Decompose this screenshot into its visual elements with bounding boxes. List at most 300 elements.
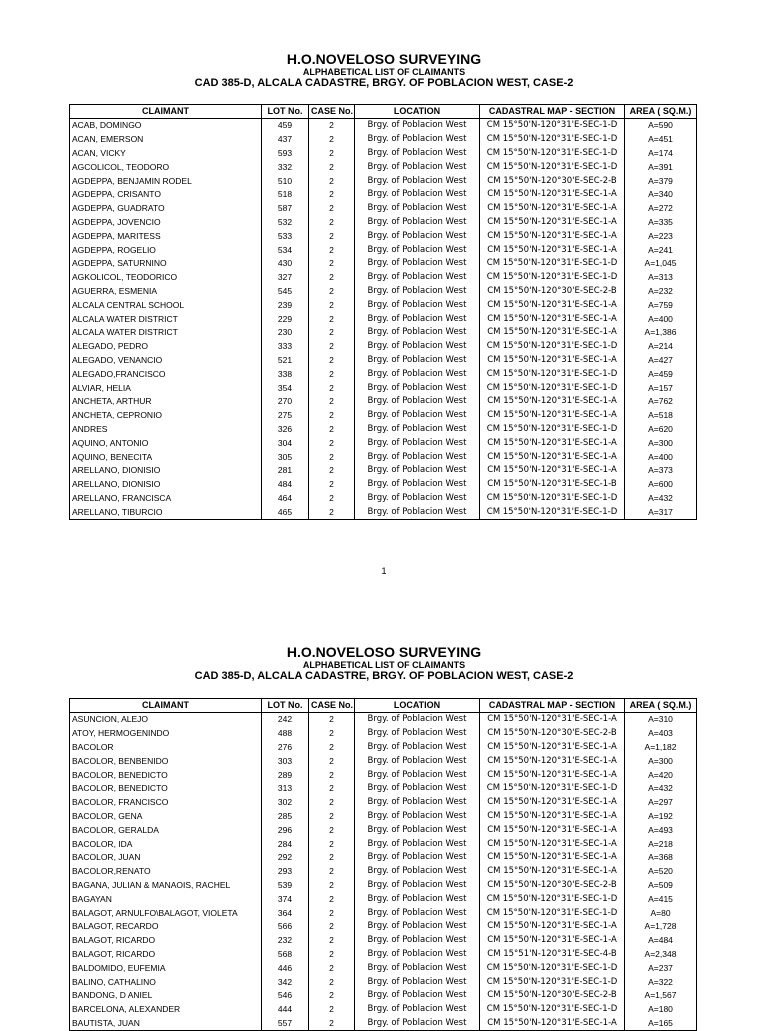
- map-section-cell: CM 15°50'N-120°31'E-SEC-1-D: [480, 367, 625, 381]
- table-row: [70, 367, 697, 381]
- case-cell: 2: [309, 934, 355, 948]
- case-cell: 2: [309, 354, 355, 368]
- lot-cell: 354: [262, 381, 309, 395]
- table-row: [70, 505, 697, 519]
- map-section-cell: CM 15°50'N-120°31'E-SEC-1-A: [480, 216, 625, 230]
- lot-cell: 313: [262, 782, 309, 796]
- location-cell: Brgy. of Poblacion West: [355, 285, 480, 299]
- case-cell: 2: [309, 271, 355, 285]
- claimant-cell: BACOLOR: [70, 741, 262, 755]
- area-cell: A=451: [625, 133, 697, 147]
- lot-cell: 275: [262, 409, 309, 423]
- table-row: [70, 395, 697, 409]
- area-cell: A=415: [625, 892, 697, 906]
- map-section-cell: CM 15°50'N-120°31'E-SEC-1-A: [480, 810, 625, 824]
- location-cell: Brgy. of Poblacion West: [355, 271, 480, 285]
- map-section-cell: CM 15°50'N-120°31'E-SEC-1-D: [480, 423, 625, 437]
- area-cell: A=313: [625, 271, 697, 285]
- location-cell: Brgy. of Poblacion West: [355, 367, 480, 381]
- table-row: [70, 243, 697, 257]
- case-cell: 2: [309, 892, 355, 906]
- lot-cell: 459: [262, 119, 309, 133]
- map-section-cell: CM 15°50'N-120°31'E-SEC-1-D: [480, 492, 625, 506]
- claimant-cell: ALVIAR, HELIA: [70, 381, 262, 395]
- lot-cell: 510: [262, 174, 309, 188]
- table-row: [70, 464, 697, 478]
- table-row: [70, 948, 697, 962]
- col-header-case: CASE No.: [309, 699, 355, 713]
- lot-cell: 305: [262, 450, 309, 464]
- map-section-cell: CM 15°50'N-120°31'E-SEC-1-A: [480, 920, 625, 934]
- location-cell: Brgy. of Poblacion West: [355, 837, 480, 851]
- case-cell: 2: [309, 216, 355, 230]
- map-section-cell: CM 15°50'N-120°31'E-SEC-1-A: [480, 450, 625, 464]
- case-cell: 2: [309, 837, 355, 851]
- location-cell: Brgy. of Poblacion West: [355, 381, 480, 395]
- case-cell: 2: [309, 285, 355, 299]
- lot-cell: 293: [262, 865, 309, 879]
- location-cell: Brgy. of Poblacion West: [355, 312, 480, 326]
- claimant-cell: BALAGOT, RECARDO: [70, 920, 262, 934]
- document-title: H.O.NOVELOSO SURVEYING: [286, 644, 482, 660]
- table-row: [70, 920, 697, 934]
- case-cell: 2: [309, 174, 355, 188]
- lot-cell: 292: [262, 851, 309, 865]
- location-cell: Brgy. of Poblacion West: [355, 478, 480, 492]
- location-cell: Brgy. of Poblacion West: [355, 906, 480, 920]
- area-cell: A=1,386: [625, 326, 697, 340]
- area-cell: A=459: [625, 367, 697, 381]
- map-section-cell: CM 15°50'N-120°31'E-SEC-1-D: [480, 1003, 625, 1017]
- lot-cell: 566: [262, 920, 309, 934]
- map-section-cell: CM 15°50'N-120°31'E-SEC-1-D: [480, 381, 625, 395]
- map-section-cell: CM 15°50'N-120°31'E-SEC-1-D: [480, 271, 625, 285]
- location-cell: Brgy. of Poblacion West: [355, 934, 480, 948]
- area-cell: A=157: [625, 381, 697, 395]
- claimant-cell: BACOLOR, IDA: [70, 837, 262, 851]
- claimant-cell: AGDEPPA, GUADRATO: [70, 202, 262, 216]
- lot-cell: 546: [262, 989, 309, 1003]
- col-header-lot: LOT No.: [262, 105, 309, 119]
- case-cell: 2: [309, 326, 355, 340]
- map-section-cell: CM 15°50'N-120°31'E-SEC-1-A: [480, 851, 625, 865]
- table-row: [70, 174, 697, 188]
- case-cell: 2: [309, 202, 355, 216]
- location-cell: Brgy. of Poblacion West: [355, 340, 480, 354]
- table-row: [70, 768, 697, 782]
- table-header-row: [70, 105, 697, 119]
- claimant-cell: BACOLOR, JUAN: [70, 851, 262, 865]
- lot-cell: 285: [262, 810, 309, 824]
- claimant-cell: BARCELONA, ALEXANDER: [70, 1003, 262, 1017]
- location-cell: Brgy. of Poblacion West: [355, 782, 480, 796]
- location-cell: Brgy. of Poblacion West: [355, 727, 480, 741]
- claimant-cell: ALCALA WATER DISTRICT: [70, 326, 262, 340]
- case-cell: 2: [309, 119, 355, 133]
- case-cell: 2: [309, 381, 355, 395]
- case-cell: 2: [309, 298, 355, 312]
- table-row: [70, 741, 697, 755]
- claimant-cell: ACAB, DOMINGO: [70, 119, 262, 133]
- lot-cell: 232: [262, 934, 309, 948]
- map-section-cell: CM 15°50'N-120°31'E-SEC-1-D: [480, 505, 625, 519]
- col-header-lot: LOT No.: [262, 699, 309, 713]
- lot-cell: 374: [262, 892, 309, 906]
- lot-cell: 593: [262, 147, 309, 161]
- map-section-cell: CM 15°50'N-120°31'E-SEC-1-D: [480, 160, 625, 174]
- location-cell: Brgy. of Poblacion West: [355, 133, 480, 147]
- lot-cell: 276: [262, 741, 309, 755]
- claimant-cell: ASUNCION, ALEJO: [70, 713, 262, 727]
- case-cell: 2: [309, 727, 355, 741]
- map-section-cell: CM 15°50'N-120°31'E-SEC-1-D: [480, 257, 625, 271]
- case-cell: 2: [309, 796, 355, 810]
- claimant-cell: ALCALA CENTRAL SCHOOL: [70, 298, 262, 312]
- lot-cell: 437: [262, 133, 309, 147]
- table-row: [70, 754, 697, 768]
- area-cell: A=340: [625, 188, 697, 202]
- location-cell: Brgy. of Poblacion West: [355, 975, 480, 989]
- area-cell: A=759: [625, 298, 697, 312]
- area-cell: A=520: [625, 865, 697, 879]
- case-cell: 2: [309, 948, 355, 962]
- table-row: [70, 823, 697, 837]
- table-row: [70, 436, 697, 450]
- claimant-cell: ARELLANO, DIONISIO: [70, 478, 262, 492]
- claimant-cell: BAGAYAN: [70, 892, 262, 906]
- claimant-cell: AGDEPPA, ROGELIO: [70, 243, 262, 257]
- area-cell: A=379: [625, 174, 697, 188]
- location-cell: Brgy. of Poblacion West: [355, 119, 480, 133]
- lot-cell: 521: [262, 354, 309, 368]
- map-section-cell: CM 15°50'N-120°31'E-SEC-1-A: [480, 326, 625, 340]
- area-cell: A=272: [625, 202, 697, 216]
- claimant-cell: BAUTISTA, JUAN: [70, 1017, 262, 1031]
- claimant-cell: BALAGOT, RICARDO: [70, 948, 262, 962]
- table-row: [70, 851, 697, 865]
- table-row: [70, 381, 697, 395]
- case-cell: 2: [309, 975, 355, 989]
- lot-cell: 446: [262, 961, 309, 975]
- lot-cell: 270: [262, 395, 309, 409]
- lot-cell: 304: [262, 436, 309, 450]
- area-cell: A=322: [625, 975, 697, 989]
- claimant-cell: ANCHETA, CEPRONIO: [70, 409, 262, 423]
- location-cell: Brgy. of Poblacion West: [355, 450, 480, 464]
- lot-cell: 338: [262, 367, 309, 381]
- location-cell: Brgy. of Poblacion West: [355, 326, 480, 340]
- claimant-cell: ARELLANO, DIONISIO: [70, 464, 262, 478]
- lot-cell: 488: [262, 727, 309, 741]
- map-section-cell: CM 15°50'N-120°30'E-SEC-2-B: [480, 879, 625, 893]
- area-cell: A=237: [625, 961, 697, 975]
- case-cell: 2: [309, 920, 355, 934]
- lot-cell: 242: [262, 713, 309, 727]
- table-row: [70, 202, 697, 216]
- table-row: [70, 796, 697, 810]
- case-cell: 2: [309, 450, 355, 464]
- col-header-area: AREA ( SQ.M.): [625, 105, 697, 119]
- case-cell: 2: [309, 782, 355, 796]
- area-cell: A=493: [625, 823, 697, 837]
- case-cell: 2: [309, 823, 355, 837]
- area-cell: A=218: [625, 837, 697, 851]
- map-section-cell: CM 15°50'N-120°31'E-SEC-1-A: [480, 865, 625, 879]
- location-cell: Brgy. of Poblacion West: [355, 892, 480, 906]
- location-cell: Brgy. of Poblacion West: [355, 492, 480, 506]
- case-cell: 2: [309, 478, 355, 492]
- claimant-cell: ACAN, VICKY: [70, 147, 262, 161]
- case-cell: 2: [309, 961, 355, 975]
- lot-cell: 430: [262, 257, 309, 271]
- claimant-cell: BALAGOT, ARNULFO\BALAGOT, VIOLETA: [70, 906, 262, 920]
- location-cell: Brgy. of Poblacion West: [355, 216, 480, 230]
- location-cell: Brgy. of Poblacion West: [355, 768, 480, 782]
- case-cell: 2: [309, 423, 355, 437]
- case-cell: 2: [309, 768, 355, 782]
- lot-cell: 281: [262, 464, 309, 478]
- table-row: [70, 906, 697, 920]
- map-section-cell: CM 15°50'N-120°31'E-SEC-1-A: [480, 395, 625, 409]
- table-row: [70, 810, 697, 824]
- col-header-case: CASE No.: [309, 105, 355, 119]
- cadastre-heading: CAD 385-D, ALCALA CADASTRE, BRGY. OF POBLACION WEST, CASE-2: [194, 77, 574, 89]
- lot-cell: 284: [262, 837, 309, 851]
- map-section-cell: CM 15°50'N-120°30'E-SEC-2-B: [480, 989, 625, 1003]
- location-cell: Brgy. of Poblacion West: [355, 354, 480, 368]
- case-cell: 2: [309, 989, 355, 1003]
- area-cell: A=400: [625, 312, 697, 326]
- location-cell: Brgy. of Poblacion West: [355, 436, 480, 450]
- cadastre-heading: CAD 385-D, ALCALA CADASTRE, BRGY. OF POBLACION WEST, CASE-2: [194, 670, 574, 682]
- case-cell: 2: [309, 133, 355, 147]
- claimant-cell: ARELLANO, FRANCISCA: [70, 492, 262, 506]
- claimant-cell: AGUERRA, ESMENIA: [70, 285, 262, 299]
- location-cell: Brgy. of Poblacion West: [355, 243, 480, 257]
- claimant-cell: BACOLOR,RENATO: [70, 865, 262, 879]
- case-cell: 2: [309, 713, 355, 727]
- lot-cell: 484: [262, 478, 309, 492]
- location-cell: Brgy. of Poblacion West: [355, 202, 480, 216]
- col-header-location: LOCATION: [355, 699, 480, 713]
- table-row: [70, 961, 697, 975]
- case-cell: 2: [309, 851, 355, 865]
- area-cell: A=432: [625, 492, 697, 506]
- table-row: [70, 727, 697, 741]
- claimant-cell: BAGANA, JULIAN & MANAOIS, RACHEL: [70, 879, 262, 893]
- lot-cell: 587: [262, 202, 309, 216]
- case-cell: 2: [309, 754, 355, 768]
- location-cell: Brgy. of Poblacion West: [355, 796, 480, 810]
- table-row: [70, 409, 697, 423]
- document-subtitle: ALPHABETICAL LIST OF CLAIMANTS: [302, 67, 466, 77]
- area-cell: A=620: [625, 423, 697, 437]
- case-cell: 2: [309, 229, 355, 243]
- lot-cell: 342: [262, 975, 309, 989]
- map-section-cell: CM 15°50'N-120°31'E-SEC-1-A: [480, 1017, 625, 1031]
- location-cell: Brgy. of Poblacion West: [355, 188, 480, 202]
- claimant-cell: ANCHETA, ARTHUR: [70, 395, 262, 409]
- lot-cell: 364: [262, 906, 309, 920]
- area-cell: A=180: [625, 1003, 697, 1017]
- table-row: [70, 892, 697, 906]
- table-row: [70, 879, 697, 893]
- lot-cell: 539: [262, 879, 309, 893]
- location-cell: Brgy. of Poblacion West: [355, 160, 480, 174]
- location-cell: Brgy. of Poblacion West: [355, 920, 480, 934]
- map-section-cell: CM 15°50'N-120°31'E-SEC-1-A: [480, 823, 625, 837]
- table-row: [70, 837, 697, 851]
- lot-cell: 239: [262, 298, 309, 312]
- map-section-cell: CM 15°50'N-120°31'E-SEC-1-A: [480, 754, 625, 768]
- table-row: [70, 216, 697, 230]
- case-cell: 2: [309, 879, 355, 893]
- claimant-cell: BACOLOR, BENEDICTO: [70, 768, 262, 782]
- table-row: [70, 257, 697, 271]
- claimant-cell: BALAGOT, RICARDO: [70, 934, 262, 948]
- location-cell: Brgy. of Poblacion West: [355, 754, 480, 768]
- location-cell: Brgy. of Poblacion West: [355, 1017, 480, 1031]
- table-row: [70, 312, 697, 326]
- claimant-cell: AGDEPPA, MARITESS: [70, 229, 262, 243]
- area-cell: A=297: [625, 796, 697, 810]
- map-section-cell: CM 15°50'N-120°31'E-SEC-1-A: [480, 298, 625, 312]
- claimant-cell: ATOY, HERMOGENINDO: [70, 727, 262, 741]
- case-cell: 2: [309, 243, 355, 257]
- lot-cell: 533: [262, 229, 309, 243]
- table-row: [70, 975, 697, 989]
- table-row: [70, 1003, 697, 1017]
- case-cell: 2: [309, 505, 355, 519]
- lot-cell: 444: [262, 1003, 309, 1017]
- map-section-cell: CM 15°50'N-120°31'E-SEC-1-A: [480, 354, 625, 368]
- case-cell: 2: [309, 188, 355, 202]
- map-section-cell: CM 15°50'N-120°31'E-SEC-1-A: [480, 741, 625, 755]
- location-cell: Brgy. of Poblacion West: [355, 741, 480, 755]
- lot-cell: 568: [262, 948, 309, 962]
- location-cell: Brgy. of Poblacion West: [355, 505, 480, 519]
- claimants-table-page-2: [69, 698, 697, 1031]
- claimant-cell: ALEGADO, PEDRO: [70, 340, 262, 354]
- area-cell: A=165: [625, 1017, 697, 1031]
- table-row: [70, 340, 697, 354]
- table-row: [70, 271, 697, 285]
- claimant-cell: AGKOLICOL, TEODORICO: [70, 271, 262, 285]
- table-row: [70, 450, 697, 464]
- location-cell: Brgy. of Poblacion West: [355, 409, 480, 423]
- area-cell: A=1,182: [625, 741, 697, 755]
- location-cell: Brgy. of Poblacion West: [355, 810, 480, 824]
- table-row: [70, 865, 697, 879]
- lot-cell: 230: [262, 326, 309, 340]
- lot-cell: 464: [262, 492, 309, 506]
- map-section-cell: CM 15°50'N-120°31'E-SEC-1-D: [480, 782, 625, 796]
- col-header-map-section: CADASTRAL MAP - SECTION: [480, 105, 625, 119]
- area-cell: A=174: [625, 147, 697, 161]
- document-title: H.O.NOVELOSO SURVEYING: [286, 51, 482, 67]
- location-cell: Brgy. of Poblacion West: [355, 229, 480, 243]
- area-cell: A=509: [625, 879, 697, 893]
- location-cell: Brgy. of Poblacion West: [355, 879, 480, 893]
- area-cell: A=427: [625, 354, 697, 368]
- area-cell: A=232: [625, 285, 697, 299]
- lot-cell: 534: [262, 243, 309, 257]
- table-row: [70, 229, 697, 243]
- claimants-table-page-1: [69, 104, 697, 520]
- location-cell: Brgy. of Poblacion West: [355, 395, 480, 409]
- case-cell: 2: [309, 741, 355, 755]
- map-section-cell: CM 15°50'N-120°31'E-SEC-1-D: [480, 147, 625, 161]
- map-section-cell: CM 15°50'N-120°31'E-SEC-1-B: [480, 478, 625, 492]
- claimant-cell: ALCALA WATER DISTRICT: [70, 312, 262, 326]
- location-cell: Brgy. of Poblacion West: [355, 851, 480, 865]
- case-cell: 2: [309, 409, 355, 423]
- claimant-cell: BANDONG, D ANIEL: [70, 989, 262, 1003]
- table-header-row: [70, 699, 697, 713]
- location-cell: Brgy. of Poblacion West: [355, 464, 480, 478]
- map-section-cell: CM 15°50'N-120°31'E-SEC-1-A: [480, 796, 625, 810]
- area-cell: A=300: [625, 754, 697, 768]
- map-section-cell: CM 15°50'N-120°31'E-SEC-1-D: [480, 340, 625, 354]
- map-section-cell: CM 15°50'N-120°30'E-SEC-2-B: [480, 285, 625, 299]
- case-cell: 2: [309, 865, 355, 879]
- lot-cell: 327: [262, 271, 309, 285]
- location-cell: Brgy. of Poblacion West: [355, 147, 480, 161]
- lot-cell: 332: [262, 160, 309, 174]
- map-section-cell: CM 15°50'N-120°31'E-SEC-1-D: [480, 119, 625, 133]
- area-cell: A=1,045: [625, 257, 697, 271]
- map-section-cell: CM 15°50'N-120°31'E-SEC-1-A: [480, 229, 625, 243]
- lot-cell: 333: [262, 340, 309, 354]
- case-cell: 2: [309, 492, 355, 506]
- case-cell: 2: [309, 810, 355, 824]
- case-cell: 2: [309, 147, 355, 161]
- table-row: [70, 285, 697, 299]
- lot-cell: 303: [262, 754, 309, 768]
- col-header-claimant: CLAIMANT: [70, 699, 262, 713]
- area-cell: A=590: [625, 119, 697, 133]
- map-section-cell: CM 15°50'N-120°31'E-SEC-1-D: [480, 892, 625, 906]
- area-cell: A=2,348: [625, 948, 697, 962]
- location-cell: Brgy. of Poblacion West: [355, 989, 480, 1003]
- location-cell: Brgy. of Poblacion West: [355, 298, 480, 312]
- table-row: [70, 298, 697, 312]
- lot-cell: 518: [262, 188, 309, 202]
- location-cell: Brgy. of Poblacion West: [355, 257, 480, 271]
- case-cell: 2: [309, 312, 355, 326]
- table-row: [70, 492, 697, 506]
- map-section-cell: CM 15°50'N-120°31'E-SEC-1-A: [480, 464, 625, 478]
- location-cell: Brgy. of Poblacion West: [355, 423, 480, 437]
- map-section-cell: CM 15°50'N-120°31'E-SEC-1-D: [480, 975, 625, 989]
- col-header-location: LOCATION: [355, 105, 480, 119]
- case-cell: 2: [309, 1003, 355, 1017]
- table-row: [70, 354, 697, 368]
- col-header-map-section: CADASTRAL MAP - SECTION: [480, 699, 625, 713]
- case-cell: 2: [309, 257, 355, 271]
- table-row: [70, 147, 697, 161]
- map-section-cell: CM 15°50'N-120°31'E-SEC-1-A: [480, 713, 625, 727]
- location-cell: Brgy. of Poblacion West: [355, 1003, 480, 1017]
- map-section-cell: CM 15°50'N-120°31'E-SEC-1-A: [480, 202, 625, 216]
- area-cell: A=335: [625, 216, 697, 230]
- table-row: [70, 782, 697, 796]
- area-cell: A=762: [625, 395, 697, 409]
- map-section-cell: CM 15°50'N-120°31'E-SEC-1-A: [480, 934, 625, 948]
- claimant-cell: AQUINO, BENECITA: [70, 450, 262, 464]
- claimant-cell: AGDEPPA, JOVENCIO: [70, 216, 262, 230]
- map-section-cell: CM 15°50'N-120°30'E-SEC-2-B: [480, 174, 625, 188]
